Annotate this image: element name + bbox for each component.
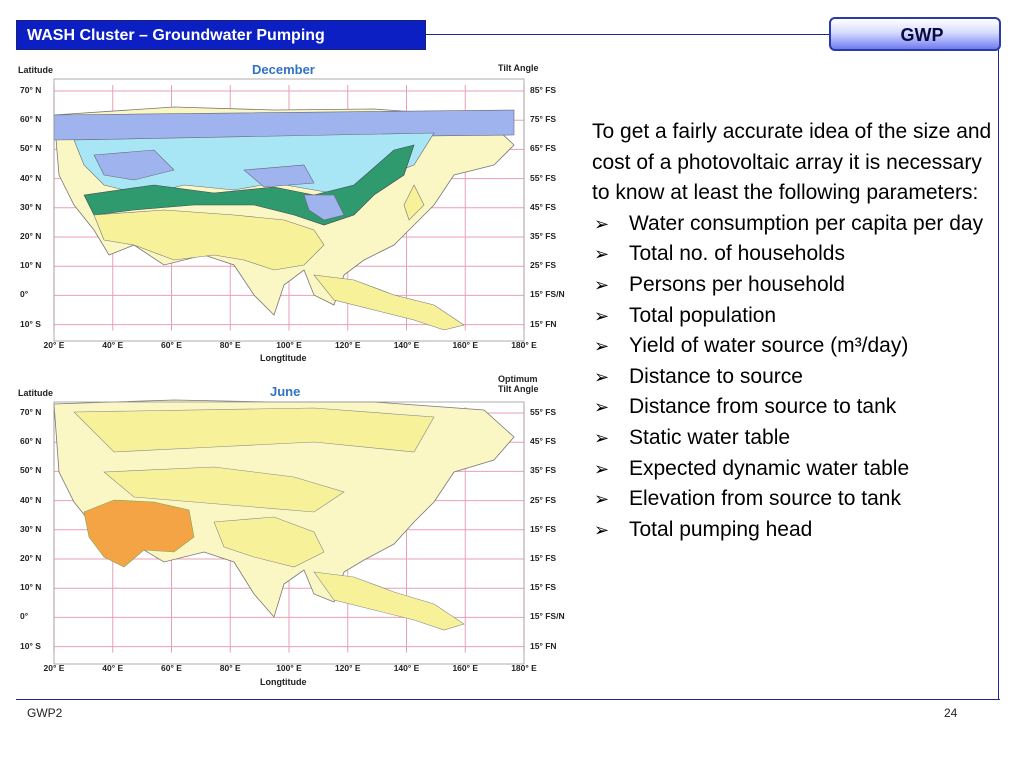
latitude-tick-label: 10° S <box>20 318 41 329</box>
arrow-bullet-icon: ➢ <box>594 366 610 387</box>
parameter-text: Total no. of households <box>629 242 845 266</box>
longitude-tick-label: 60° E <box>161 663 182 673</box>
dec-tilt-label: Tilt Angle <box>498 63 539 73</box>
tilt-angle-label: 55° FS <box>530 172 557 183</box>
parameter-item <box>592 301 992 332</box>
tilt-angle-label: 15° FS <box>530 553 557 563</box>
latitude-tick-label: 30° N <box>20 201 42 212</box>
parameter-item <box>592 423 992 454</box>
latitude-tick-label: 50° N <box>20 143 42 154</box>
longitude-tick-label: 100° E <box>276 663 302 673</box>
parameter-text: Expected dynamic water table <box>629 456 910 480</box>
december-map <box>14 55 574 365</box>
brand-logo: GWP <box>829 17 1001 51</box>
parameter-item <box>592 484 992 515</box>
parameter-text: Total population <box>629 303 777 327</box>
june-map-graphic <box>14 372 574 692</box>
longitude-tick-label: 40° E <box>102 663 124 673</box>
parameter-item <box>592 209 992 240</box>
longitude-tick-label: 20° E <box>43 663 65 673</box>
arrow-bullet-icon: ➢ <box>594 458 610 479</box>
longitude-tick-label: 120° E <box>334 663 361 673</box>
longitude-tick-label: 140° E <box>393 340 420 350</box>
tilt-angle-label: 75° FS <box>530 114 557 125</box>
arrow-bullet-icon: ➢ <box>594 397 610 418</box>
latitude-tick-label: 10° S <box>20 640 41 651</box>
page-number: 24 <box>944 706 958 720</box>
latitude-tick-label: 20° N <box>20 231 42 241</box>
parameter-list <box>592 209 992 546</box>
footer-label: GWP2 <box>27 706 63 720</box>
parameter-text: Elevation from source to tank <box>629 487 901 511</box>
parameter-item <box>592 331 992 362</box>
arrow-bullet-icon: ➢ <box>594 427 610 448</box>
parameter-text: Distance from source to tank <box>629 395 897 419</box>
longitude-tick-label: 40° E <box>102 340 124 350</box>
latitude-tick-label: 60° N <box>20 436 42 447</box>
parameter-item <box>592 454 992 485</box>
latitude-tick-label: 40° N <box>20 172 42 183</box>
longitude-tick-label: 180° E <box>511 340 537 350</box>
parameter-text: Water consumption per capita per day <box>629 211 984 235</box>
longitude-tick-label: 60° E <box>161 340 182 350</box>
parameter-item <box>592 239 992 270</box>
jun-tilt-label-2: Tilt Angle <box>498 384 539 394</box>
right-rule <box>998 46 999 700</box>
tilt-angle-label: 15° FS/N <box>530 611 565 622</box>
latitude-tick-label: 0° <box>20 289 29 300</box>
parameter-text: Static water table <box>629 425 791 449</box>
longitude-tick-label: 20° E <box>43 340 65 350</box>
slide-title: WASH Cluster – Groundwater Pumping <box>16 20 426 50</box>
arrow-bullet-icon: ➢ <box>594 213 610 234</box>
parameter-text: Total pumping head <box>629 517 813 541</box>
parameter-item <box>592 392 992 423</box>
arrow-bullet-icon: ➢ <box>594 274 610 295</box>
latitude-tick-label: 30° N <box>20 523 42 534</box>
content-block <box>592 117 992 545</box>
arrow-bullet-icon: ➢ <box>594 519 610 540</box>
latitude-tick-label: 60° N <box>20 114 42 125</box>
longitude-tick-label: 180° E <box>511 663 537 673</box>
tilt-angle-label: 65° FS <box>530 143 557 154</box>
dec-longitude-title: Longtitude <box>260 353 307 363</box>
latitude-tick-label: 10° N <box>20 582 42 593</box>
longitude-tick-label: 160° E <box>452 340 479 350</box>
parameter-text: Distance to source <box>629 364 803 388</box>
arrow-bullet-icon: ➢ <box>594 489 610 510</box>
latitude-tick-label: 20° N <box>20 553 42 563</box>
latitude-tick-label: 50° N <box>20 465 42 476</box>
tilt-angle-label: 15° FS/N <box>530 289 565 300</box>
tilt-angle-label: 15° FS <box>530 582 557 593</box>
arrow-bullet-icon: ➢ <box>594 336 610 357</box>
longitude-tick-label: 140° E <box>393 663 420 673</box>
longitude-tick-label: 80° E <box>219 663 241 673</box>
tilt-angle-label: 45° FS <box>530 201 557 212</box>
parameter-item <box>592 515 992 546</box>
dec-latitude-label: Latitude <box>18 65 53 75</box>
latitude-tick-label: 40° N <box>20 494 42 505</box>
latitude-tick-label: 70° N <box>20 85 42 95</box>
latitude-tick-label: 10° N <box>20 260 42 271</box>
tilt-angle-label: 15° FS <box>530 523 557 534</box>
tilt-angle-label: 15° FN <box>530 318 557 329</box>
tilt-angle-label: 45° FS <box>530 436 557 447</box>
dec-map-title: December <box>252 62 315 77</box>
jun-longitude-title: Longtitude <box>260 677 307 687</box>
tilt-angle-label: 25° FS <box>530 494 557 505</box>
latitude-tick-label: 70° N <box>20 407 42 417</box>
arrow-bullet-icon: ➢ <box>594 305 610 326</box>
parameter-item <box>592 362 992 393</box>
tilt-angle-label: 25° FS <box>530 260 557 271</box>
longitude-tick-label: 160° E <box>452 663 479 673</box>
latitude-tick-label: 0° <box>20 611 29 622</box>
parameter-text: Yield of water source (m³/day) <box>629 334 909 358</box>
tilt-angle-label: 15° FN <box>530 640 557 651</box>
december-map-graphic <box>14 55 574 365</box>
parameter-text: Persons per household <box>629 272 845 296</box>
june-map <box>14 372 574 692</box>
tilt-angle-label: 55° FS <box>530 407 557 417</box>
parameter-item <box>592 270 992 301</box>
jun-tilt-label-1: Optimum <box>498 374 538 384</box>
footer-rule <box>16 699 1000 700</box>
tilt-angle-label: 35° FS <box>530 231 557 241</box>
arrow-bullet-icon: ➢ <box>594 244 610 265</box>
longitude-tick-label: 100° E <box>276 340 302 350</box>
jun-map-title: June <box>270 384 301 399</box>
tilt-angle-label: 35° FS <box>530 465 557 476</box>
longitude-tick-label: 80° E <box>219 340 241 350</box>
longitude-tick-label: 120° E <box>334 340 361 350</box>
tilt-angle-label: 85° FS <box>530 85 557 95</box>
intro-paragraph: To get a fairly accurate idea of the size and cost of a photovoltaic array it is necessary to know at least the following parameters: <box>592 120 992 205</box>
jun-latitude-label: Latitude <box>18 388 53 398</box>
